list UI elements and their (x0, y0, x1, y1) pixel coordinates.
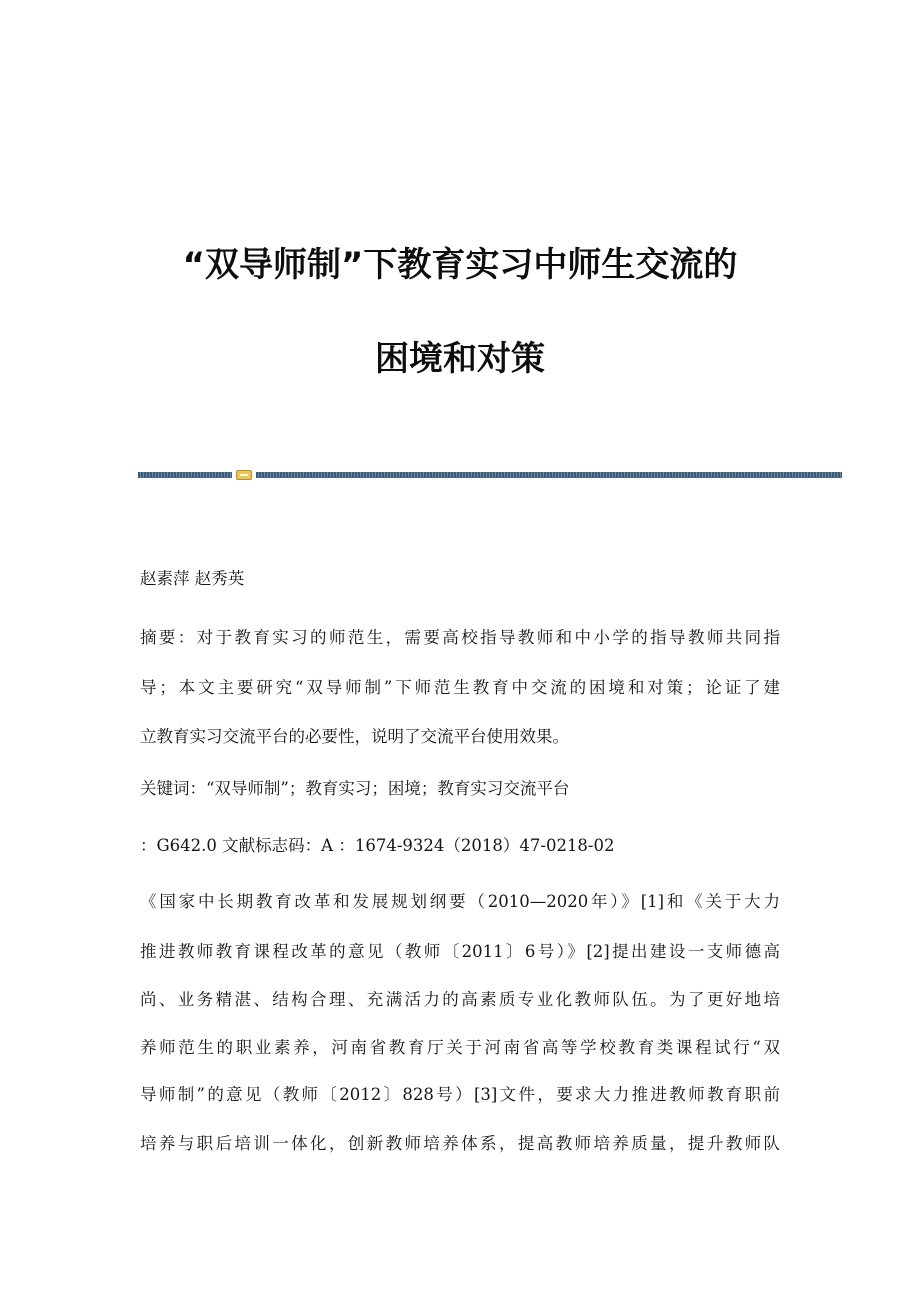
divider-ornament-icon (236, 470, 252, 480)
keywords: 关键词：“双导师制”；教育实习；困境；教育实习交流平台 (140, 779, 570, 798)
abstract-line-3: 立教育实习交流平台的必要性，说明了交流平台使用效果。 (140, 727, 569, 746)
body-line-5: 导师制”的意见（教师〔2012〕828号）[3]文件，要求大力推进教师教育职前 (140, 1085, 780, 1104)
body-line-1: 《国家中长期教育改革和发展规划纲要（2010—2020年）》[1]和《关于大力 (140, 892, 780, 911)
body-line-6: 培养与职后培训一体化，创新教师培养体系，提高教师培养质量，提升教师队 (140, 1134, 780, 1153)
abstract-line-1: 摘要：对于教育实习的师范生，需要高校指导教师和中小学的指导教师共同指 (140, 628, 780, 647)
authors: 赵素萍 赵秀英 (140, 569, 245, 588)
body-line-2: 推进教师教育课程改革的意见（教师〔2011〕6号）》[2]提出建设一支师德高 (140, 942, 780, 961)
paper-title-line-1: “双导师制”下教育实习中师生交流的 (182, 244, 738, 285)
divider-bar-right (256, 472, 842, 478)
classification-code: ：G642.0 文献标志码：A ：1674-9324（2018）47-0218-02 (140, 836, 615, 855)
body-line-3: 尚、业务精湛、结构合理、充满活力的高素质专业化教师队伍。为了更好地培 (140, 990, 780, 1009)
body-line-4: 养师范生的职业素养，河南省教育厅关于河南省高等学校教育类课程试行“双 (140, 1038, 780, 1057)
title-divider (138, 470, 842, 480)
paper-title-line-2: 困境和对策 (375, 338, 545, 379)
divider-bar-left (138, 472, 232, 478)
abstract-line-2: 导；本文主要研究“双导师制”下师范生教育中交流的困境和对策；论证了建 (140, 678, 780, 697)
